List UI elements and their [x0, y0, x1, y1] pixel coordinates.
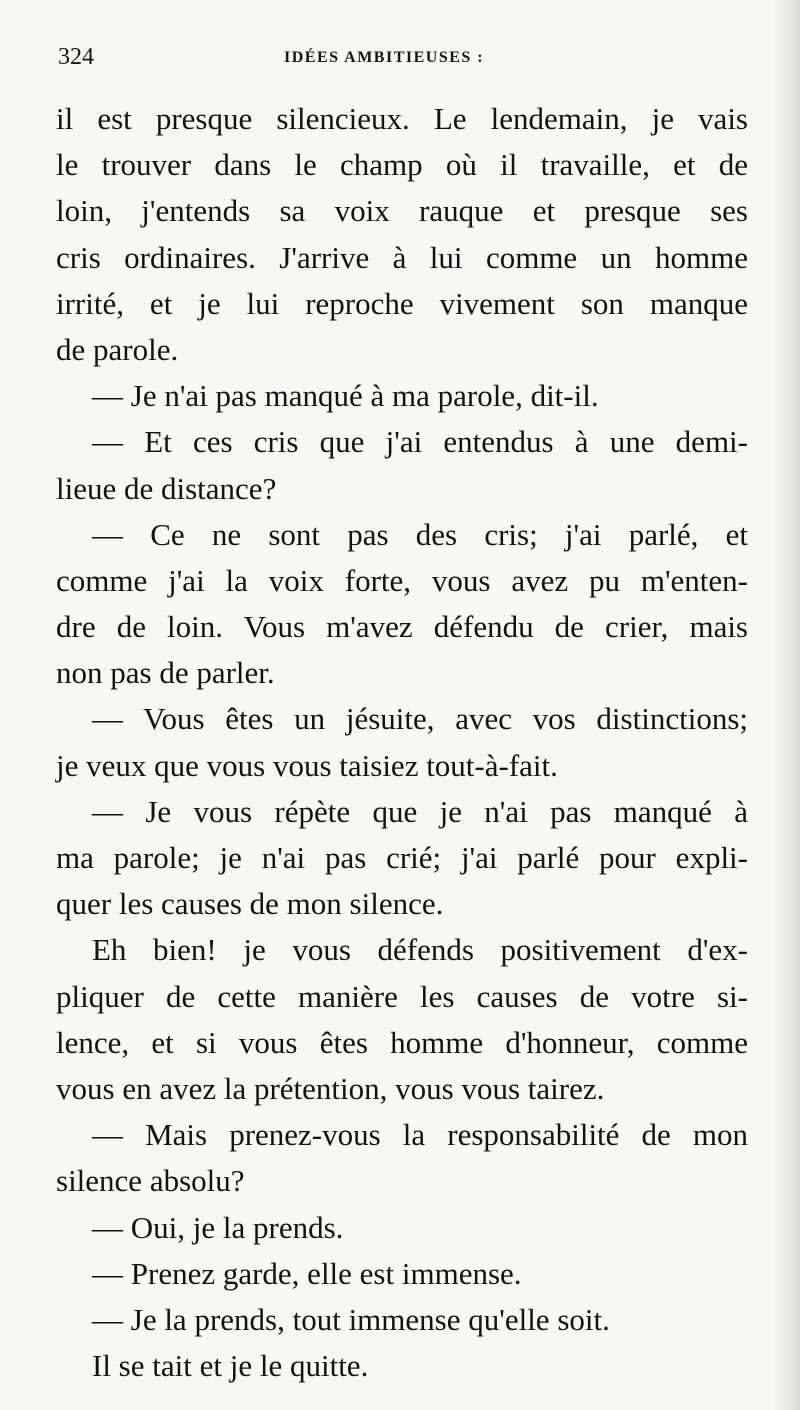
text-line: Eh bien! je vous défends positivement d'ex-: [92, 932, 748, 968]
text-line: — Et ces cris que j'ai entendus à une demi-: [92, 424, 748, 460]
text-line: pliquer de cette manière les causes de votre si-: [56, 978, 748, 1014]
page-header: [58, 44, 748, 84]
text-line: de parole.: [56, 331, 179, 367]
text-line: — Vous êtes un jésuite, avec vos distinctions;: [92, 701, 748, 737]
text-line: cris ordinaires. J'arrive à lui comme un homme: [56, 239, 748, 275]
body-text: [56, 96, 748, 1389]
page-edge-shadow: [772, 0, 800, 1410]
text-line: vous en avez la prétention, vous vous tairez.: [56, 1070, 605, 1106]
text-line: non pas de parler.: [56, 655, 275, 691]
text-line: loin, j'entends sa voix rauque et presque ses: [56, 193, 748, 229]
text-line: — Je la prends, tout immense qu'elle soit.: [92, 1301, 610, 1337]
text-line: silence absolu?: [56, 1163, 245, 1199]
text-line: — Ce ne sont pas des cris; j'ai parlé, et: [92, 516, 748, 552]
text-line: lence, et si vous êtes homme d'honneur, comme: [56, 1024, 748, 1060]
text-line: — Prenez garde, elle est immense.: [92, 1255, 522, 1291]
text-line: comme j'ai la voix forte, vous avez pu m'enten-: [56, 562, 748, 598]
text-line: lieue de distance?: [56, 470, 277, 506]
text-line: il est presque silencieux. Le lendemain, je vais: [56, 101, 748, 136]
text-line: ma parole; je n'ai pas crié; j'ai parlé pour expli-: [56, 840, 748, 875]
text-line: — Mais prenez-vous la responsabilité de mon: [92, 1117, 748, 1153]
text-line: irrité, et je lui reproche vivement son manque: [56, 285, 748, 321]
text-line: quer les causes de mon silence.: [56, 886, 444, 922]
text-line: dre de loin. Vous m'avez défendu de crier, mais: [56, 609, 748, 645]
text-line: — Je n'ai pas manqué à ma parole, dit-il.: [92, 378, 599, 414]
text-line: Il se tait et je le quitte.: [92, 1348, 369, 1384]
text-line: je veux que vous vous taisiez tout-à-fait.: [56, 747, 558, 783]
page-number: 324: [58, 44, 94, 70]
text-line: — Je vous répète que je n'ai pas manqué à: [92, 793, 748, 829]
text-line: le trouver dans le champ où il travaille, et de: [56, 147, 748, 183]
running-head: IDÉES AMBITIEUSES :: [284, 49, 485, 66]
text-line: — Oui, je la prends.: [92, 1209, 344, 1245]
